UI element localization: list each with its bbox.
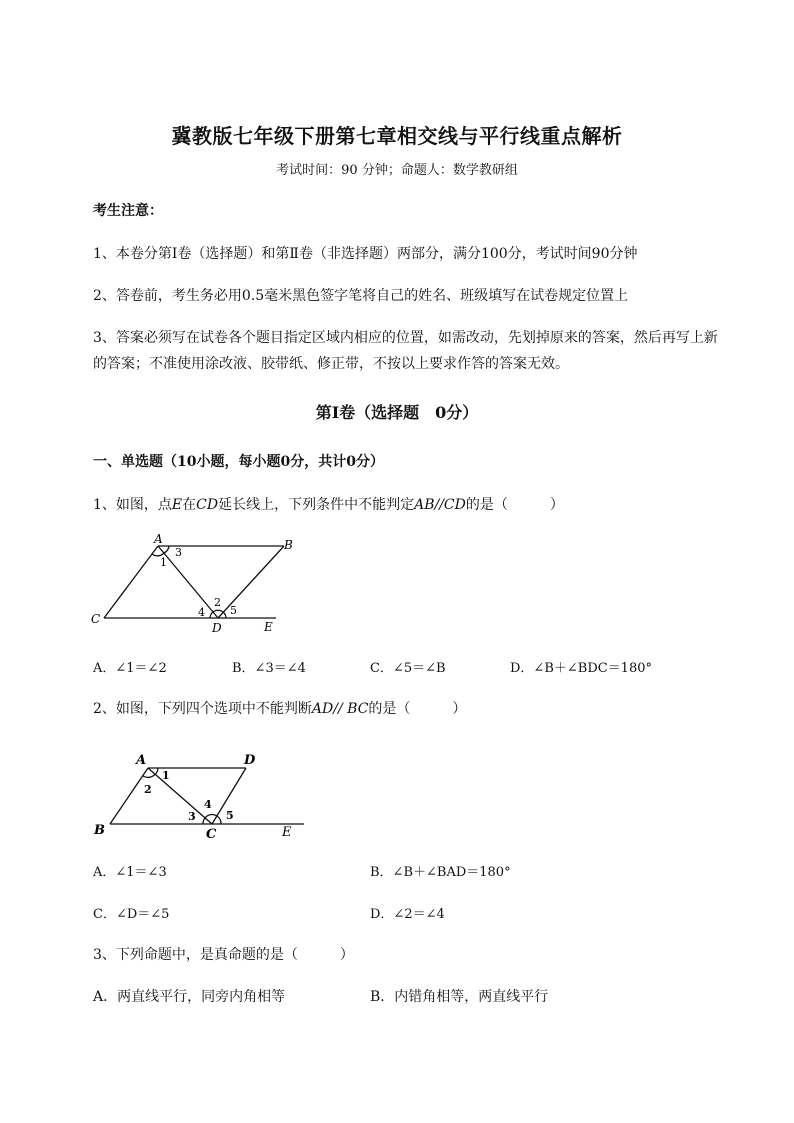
q1-label-a: A [154, 532, 163, 546]
q3-option-b[interactable]: B．内错角相等，两直线平行 [370, 989, 549, 1005]
notice-item-3-continued: 的答案；不准使用涂改液、胶带纸、修正带，不按以上要求作答的答案无效。 [93, 356, 569, 372]
notice-item-1: 1、本卷分第I卷（选择题）和第Ⅱ卷（非选择题）两部分，满分100分，考试时间90分钟 [93, 246, 638, 262]
q1-point-e: E [171, 497, 183, 513]
question-1-figure [86, 528, 316, 638]
q2-option-b[interactable]: B．∠B＋∠BAD＝180° [370, 865, 511, 880]
q1-angle-2: 2 [214, 596, 221, 609]
question-3-stem: 3、下列命题中，是真命题的是（ ） [93, 947, 354, 963]
q2-label-a: A [136, 753, 147, 768]
q1-stem-mid1: 在 [182, 497, 197, 513]
q2-angle-5: 5 [226, 809, 234, 822]
notice-item-3: 3、答案必须写在试卷各个题目指定区域内相应的位置，如需改动，先划掉原来的答案，然后再写上新 [93, 330, 718, 346]
exam-info: 考试时间：90 分钟；命题人：数学教研组 [276, 163, 518, 178]
q2-angle-2: 2 [144, 783, 152, 796]
q1-angle-3: 3 [175, 546, 182, 559]
q2-label-d: D [244, 753, 256, 768]
q2-option-c[interactable]: C．∠D＝∠5 [93, 907, 170, 922]
q1-option-b[interactable]: B．∠3＝∠4 [232, 661, 306, 676]
q3-option-a[interactable]: A．两直线平行，同旁内角相等 [93, 989, 286, 1005]
q2-angle-3: 3 [188, 810, 196, 823]
q2-option-d[interactable]: D．∠2＝∠4 [370, 907, 445, 922]
q2-label-c: C [206, 827, 217, 842]
q1-label-d: D [212, 621, 222, 635]
q1-angle-1: 1 [160, 556, 167, 569]
q1-option-c[interactable]: C．∠5＝∠B [370, 661, 446, 676]
part-heading: 一、单选题（10小题，每小题0分，共计0分） [93, 454, 384, 470]
q1-line-cd: CD [196, 497, 219, 513]
q1-stem-mid2: 延长线上，下列条件中不能判定 [218, 497, 415, 513]
q2-angle-1: 1 [162, 769, 170, 782]
q2-label-b: B [94, 823, 105, 838]
q2-stem-prefix: 2、如图，下列四个选项中不能判断 [93, 701, 312, 717]
page-title: 冀教版七年级下册第七章相交线与平行线重点解析 [171, 124, 623, 148]
q1-label-c: C [91, 612, 101, 626]
section-title: 第I卷（选择题 0分） [315, 403, 479, 422]
question-2-stem [93, 698, 466, 718]
question-2-figure [86, 746, 316, 846]
q1-label-b: B [284, 538, 293, 552]
q1-label-e: E [264, 620, 273, 634]
notice-heading: 考生注意： [93, 203, 163, 219]
q2-stem-suffix: 的是（ ） [368, 701, 467, 717]
q1-angle-5: 5 [230, 604, 237, 617]
q2-angle-4: 4 [204, 798, 212, 811]
q1-stem-suffix: 的是（ ） [465, 497, 564, 513]
q2-option-a[interactable]: A．∠1＝∠3 [93, 865, 167, 880]
q1-ab-parallel-cd: AB//CD [414, 497, 466, 513]
notice-item-2: 2、答卷前，考生务必用0.5毫米黑色签字笔将自己的姓名、班级填写在试卷规定位置上 [93, 288, 629, 304]
q1-stem-prefix: 1、如图，点 [93, 497, 172, 513]
q1-option-a[interactable]: A．∠1＝∠2 [93, 661, 167, 676]
q2-label-e: E [282, 825, 292, 840]
q2-ad-parallel-bc: AD// BC [311, 701, 369, 717]
q1-option-d[interactable]: D．∠B＋∠BDC＝180° [510, 661, 652, 676]
question-1-stem [93, 494, 564, 514]
q1-angle-4: 4 [198, 606, 205, 619]
